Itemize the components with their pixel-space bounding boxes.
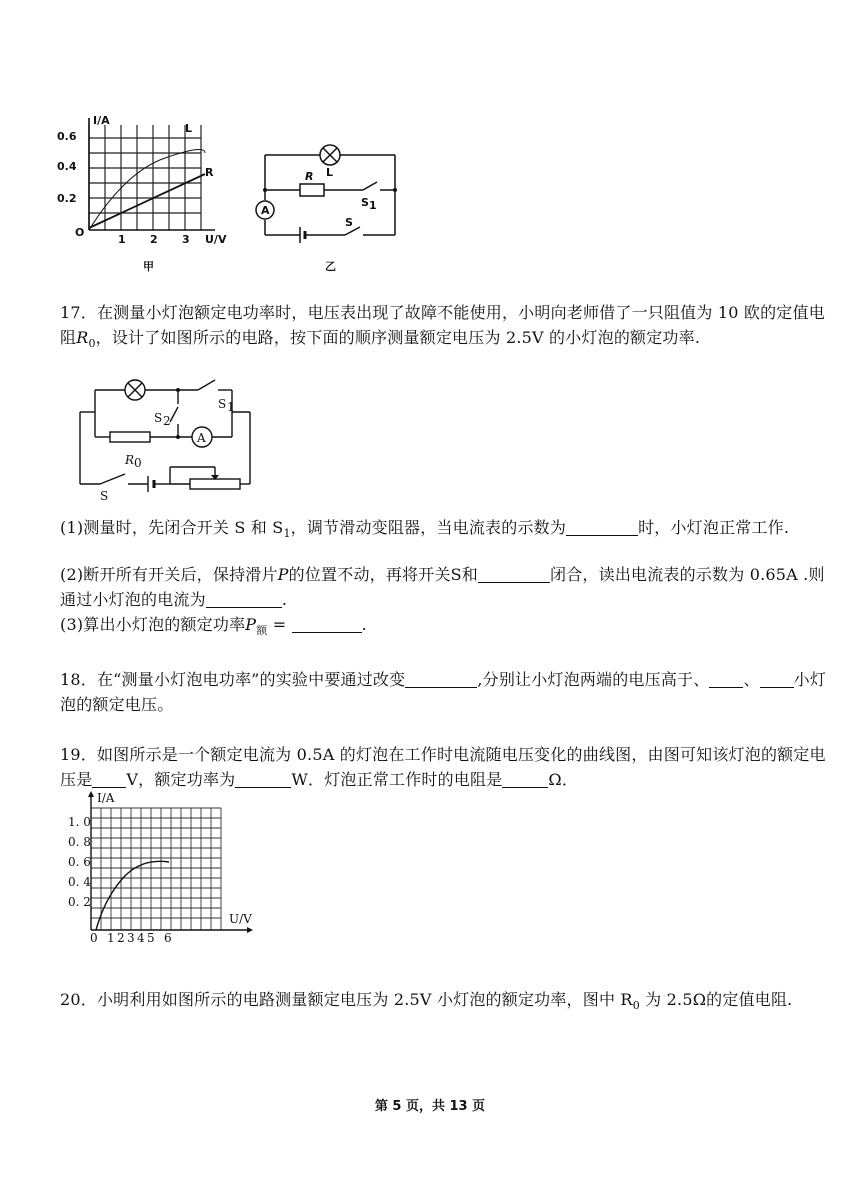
- fig16-caption-yi: 乙: [325, 260, 336, 273]
- q17-part3: (3)算出小灯泡的额定功率$P_额$ = .: [60, 615, 367, 638]
- q19-x-tick: 3: [127, 931, 135, 945]
- q19-y-label: I/A: [97, 791, 115, 805]
- answer-blank[interactable]: [760, 669, 794, 688]
- answer-blank[interactable]: [405, 669, 477, 688]
- q17-r0-label: R: [125, 453, 135, 467]
- q17-s2-label: S: [154, 411, 163, 425]
- page-footer: 第 5 页，共 13 页: [374, 1099, 486, 1114]
- q20-text: 20．小明利用如图所示的电路测量额定电压为 2.5V 小灯泡的额定功率，图中 $R_0$ 为 2.5Ω的定值电阻.: [60, 990, 793, 1013]
- q17-s-label: S: [100, 489, 109, 502]
- answer-blank[interactable]: [566, 517, 638, 536]
- q17-s1-sub: 1: [227, 400, 235, 414]
- q17-circuit: [70, 372, 270, 502]
- fig16-ammeter-label: A: [261, 204, 270, 217]
- fig16-y-label: I/A: [93, 114, 110, 127]
- fig16-y-tick: 0.2: [57, 192, 77, 205]
- q17-part2: (2)断开所有开关后，保持滑片P的位置不动，再将开关S和 闭合，读出电流表的示数为 0.65A .则通过小灯泡的电流为 .: [60, 565, 825, 609]
- fig16-y-tick: 0.6: [57, 130, 77, 143]
- fig16-origin: O: [75, 226, 85, 239]
- fig16-x-tick: 2: [150, 233, 158, 246]
- q17-s1-label: S: [218, 397, 227, 411]
- fig16-circuit: [245, 140, 410, 275]
- fig16-switch1-sub: 1: [369, 199, 377, 212]
- q18-text: 18．在“测量小灯泡电功率”的实验中要通过改变 ,分别让小灯泡两端的电压高于、 、 小灯泡的额定电压。: [60, 670, 827, 714]
- fig16-curve-R-label: R: [205, 166, 214, 179]
- fig16-x-tick: 3: [182, 233, 190, 246]
- fig16-y-tick: 0.4: [57, 160, 77, 173]
- q19-x-tick: 6: [164, 931, 172, 945]
- q17-part1: (1)测量时，先闭合开关 S 和 $S_1$，调节滑动变阻器，当电流表的示数为 时，小灯泡正常工作.: [60, 518, 790, 541]
- q19-x-tick: 4: [137, 931, 145, 945]
- answer-blank[interactable]: [235, 769, 291, 788]
- answer-blank[interactable]: [502, 769, 548, 788]
- answer-blank[interactable]: [292, 614, 362, 633]
- q19-y-tick: 1. 0: [68, 815, 91, 829]
- q17-ammeter-label: A: [197, 431, 206, 445]
- fig16-switch1-label: S: [361, 196, 369, 209]
- fig16-x-tick: 1: [118, 233, 126, 246]
- answer-blank[interactable]: [92, 769, 126, 788]
- q19-graph: [65, 790, 255, 945]
- q19-text: 19．如图所示是一个额定电流为 0.5A 的灯泡在工作时电流随电压变化的曲线图，由图可知该灯泡的额定电压是 V，额定功率为 W．灯泡正常工作时的电阻是 Ω．: [60, 745, 826, 789]
- q18-number: 18．: [60, 670, 97, 689]
- fig16-caption-jia: 甲: [143, 260, 154, 273]
- q17-number: 17．: [60, 303, 97, 322]
- q19-x-tick: 0: [90, 931, 98, 945]
- q19-y-tick: 0. 2: [68, 895, 91, 909]
- q19-y-tick: 0. 8: [68, 835, 91, 849]
- fig16-graph: [55, 110, 240, 275]
- q19-x-label: U/V: [229, 912, 252, 926]
- q19-y-tick: 0. 6: [68, 855, 91, 869]
- answer-blank[interactable]: [478, 564, 550, 583]
- q19-number: 19．: [60, 745, 97, 764]
- answer-blank[interactable]: [206, 589, 282, 608]
- fig16-circuit-lamp-label: L: [326, 166, 334, 179]
- fig16-curve-L-label: L: [185, 122, 193, 135]
- q19-x-tick: 5: [147, 931, 155, 945]
- fig16-switch-main-label: S: [345, 216, 353, 229]
- q19-y-tick: 0. 4: [68, 875, 91, 889]
- fig16-x-label: U/V: [205, 233, 227, 246]
- answer-blank[interactable]: [709, 669, 743, 688]
- fig16-resistor-label: R: [305, 170, 314, 183]
- q17-s2-sub: 2: [163, 414, 171, 428]
- q17-r0-sub: 0: [134, 456, 142, 470]
- q19-x-tick: 1: [107, 931, 115, 945]
- q19-x-tick: 2: [117, 931, 125, 945]
- q17-intro: 17．在测量小灯泡额定电功率时，电压表出现了故障不能使用，小明向老师借了一只阻值为 10 欧的定值电阻$R_0$，设计了如图所示的电路，按下面的顺序测量额定电压为 2.5V 的小灯泡的额定功率.: [60, 303, 825, 351]
- q20-number: 20．: [60, 990, 97, 1009]
